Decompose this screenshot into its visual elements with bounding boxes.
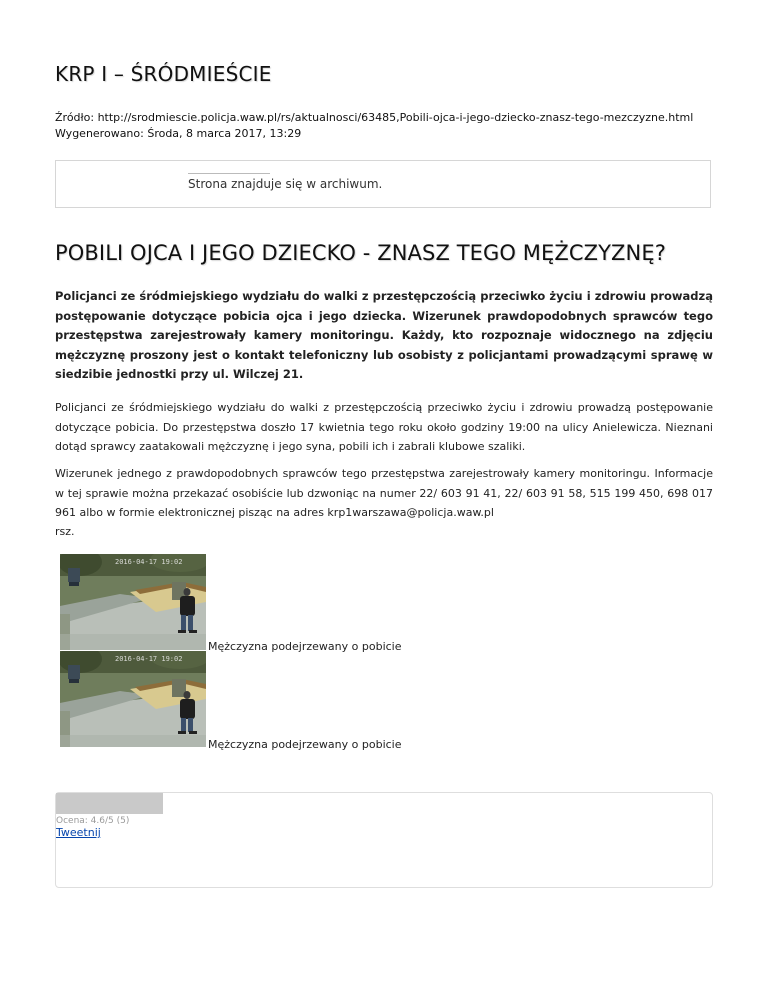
photo-caption: Mężczyzna podejrzewany o pobicie — [208, 738, 402, 751]
article-signature: rsz. — [55, 525, 75, 538]
cctv-photo-image — [60, 554, 206, 650]
archive-notice-box — [55, 160, 711, 208]
article-paragraph-1: Policjanci ze śródmiejskiego wydziału do walki z przestępczością przeciwko życiu i zdrowiu prowadzą postępowanie dotyczące pobicia. Do przestępstwa doszło 17 kwietnia tego roku około godziny 19:00 na ulicy Anielewicza. Nieznani dotąd sprawcy zaatakowali mężczyznę i jego syna, pobili ich i zabrali klubowe szaliki. — [55, 401, 713, 453]
cctv-photo[interactable] — [60, 554, 206, 650]
article-paragraph-2: Wizerunek jednego z prawdopodobnych sprawców tego przestępstwa zarejestrowały kamery monitoringu. Informacje w tej sprawie można przekazać osobiście lub dzwoniąc na numer 22/ 603 91 41, 22/ 603 91 58, 515 199 450, 698 017 961 albo w formie elektronicznej pisząc na adres krp1warszawa@policja.waw.pl — [55, 467, 713, 519]
generated-line: Wygenerowano: Środa, 8 marca 2017, 13:29 — [55, 127, 302, 140]
archive-divider — [188, 173, 270, 174]
cctv-timestamp: 2016-04-17 19:02 — [115, 655, 183, 663]
rating-stars-bar[interactable] — [56, 793, 163, 814]
document-meta — [55, 110, 693, 142]
cctv-timestamp: 2016-04-17 19:02 — [115, 558, 183, 566]
article-lead: Policjanci ze śródmiejskiego wydziału do walki z przestępczością przeciwko życiu i zdrowiu prowadzą postępowanie dotyczące pobicia ojca i jego dziecka. Wizerunek prawdopodobnych sprawców tego przestępstwa zarejestrowały kamery monitoringu. Każdy, kto rozpoznaje widocznego na zdjęciu mężczyznę proszony jest o kontakt telefoniczny lub osobisty z policjantami prowadzącymi sprawę w siedzibie jednostki przy ul. Wilczej 21. — [55, 289, 713, 381]
photo-caption: Mężczyzna podejrzewany o pobicie — [208, 640, 402, 653]
archive-notice: Strona znajduje się w archiwum. — [188, 177, 383, 191]
cctv-photo-image — [60, 651, 206, 747]
rating-label: Ocena: 4.6/5 (5) — [56, 816, 130, 826]
rating-box — [55, 792, 713, 888]
cctv-photo[interactable] — [60, 651, 206, 747]
site-title: KRP I – ŚRÓDMIEŚCIE — [55, 62, 272, 86]
article-title: POBILI OJCA I JEGO DZIECKO - ZNASZ TEGO MĘŻCZYZNĘ? — [55, 241, 666, 265]
tweet-link[interactable]: Tweetnij — [56, 826, 101, 839]
source-line: Źródło: http://srodmiescie.policja.waw.pl/rs/aktualnosci/63485,Pobili-ojca-i-jego-dziecko-znasz-tego-mezczyzne.html — [55, 111, 694, 124]
